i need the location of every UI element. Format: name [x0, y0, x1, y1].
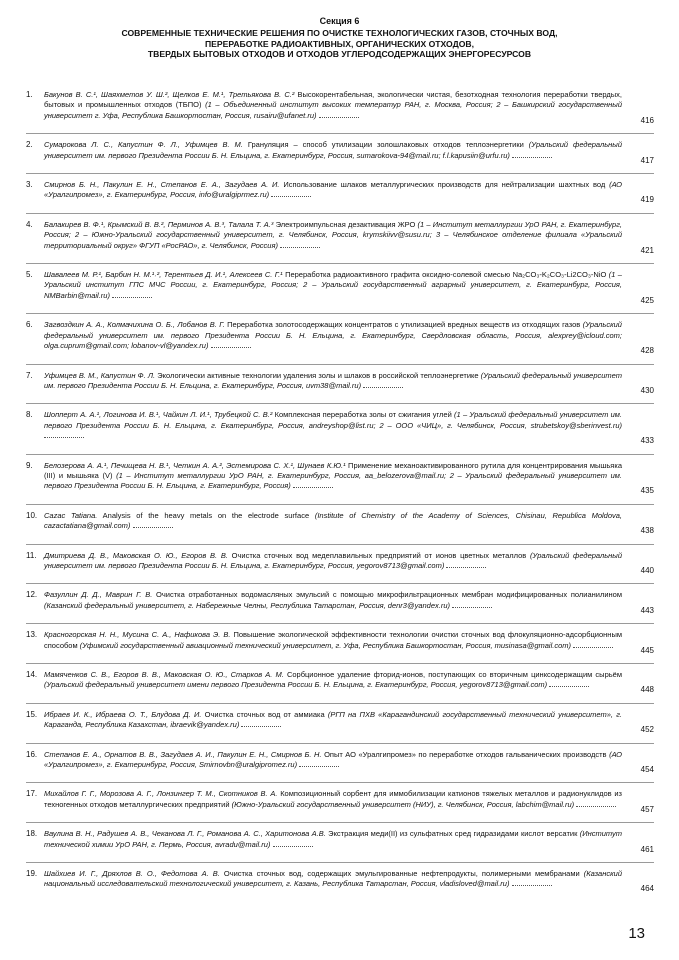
dot-leader	[241, 720, 281, 727]
entry-affiliation: (1 – Уральский институт ГПС МЧС России, г. Екатеринбург, Россия; 2 – Уральский государственный аграрный университет, г. Екатеринбург, Россия, NMBarbin@mail.ru)	[44, 270, 622, 300]
dot-leader	[112, 291, 152, 298]
toc-entry[interactable]	[26, 822, 654, 855]
entry-page-number: 417	[640, 155, 654, 165]
entry-number: 10.	[26, 510, 38, 520]
entry-title: Переработка золотосодержащих концентратов с утилизацией вредных веществ из отходящих газов	[227, 320, 581, 330]
entry-text	[44, 320, 654, 351]
entry-number: 13.	[26, 630, 38, 640]
dot-leader	[512, 151, 552, 158]
entry-number: 1.	[26, 90, 33, 99]
entry-authors: Смирнов Б. Н., Пакулин Е. Н., Степанов Е. А., Загудаев А. И.	[44, 180, 280, 190]
toc-entry[interactable]	[26, 403, 654, 446]
entry-title: Опыт АО «Уралгипромез» по переработке отходов гальванических производств	[324, 749, 607, 759]
entry-number: 4.	[26, 219, 33, 229]
entry-title: Экологически активные технологии удаления золы и шлаков в российской теплоэнергетике	[157, 370, 479, 380]
entry-page-number: 443	[640, 605, 654, 615]
entry-number: 14.	[26, 670, 38, 679]
dot-leader	[452, 601, 492, 608]
entry-text	[44, 511, 654, 532]
entry-page-number: 416	[640, 115, 654, 125]
entry-authors: Загвоздкин А. А., Колмачихина О. Б., Лобанов В. Г.	[44, 320, 225, 330]
entry-authors: Красногорская Н. Н., Мусина С. А., Нафикова Э. В.	[44, 630, 231, 640]
entry-text	[44, 670, 654, 691]
entry-affiliation: (1 – Объединенный институт высоких температур РАН, г. Москва, Россия; 2 – Башкирский государственный университет г. Уфа, Республика Башкортостан, Россия, rusairu@ufanet.ru)	[44, 100, 622, 120]
entry-number: 7.	[26, 370, 33, 380]
page-number: 13	[628, 925, 645, 942]
entry-text	[44, 90, 654, 121]
entry-number: 11.	[26, 550, 37, 560]
section-title-line: ПЕРЕРАБОТКЕ РАДИОАКТИВНЫХ, ОРГАНИЧЕСКИХ ОТХОДОВ,	[205, 38, 474, 49]
dot-leader	[576, 800, 616, 807]
entry-text	[44, 710, 654, 731]
entry-authors: Шайхиев И. Г., Дряхлов В. О., Федотова А. В.	[44, 869, 220, 879]
dot-leader	[273, 840, 313, 847]
entry-title: Грануляция – способ утилизации золошлаковых отходов теплоэнергетики	[247, 140, 524, 150]
toc-entry[interactable]	[26, 504, 654, 537]
entry-page-number: 448	[640, 685, 654, 695]
entry-authors: Михайлов Г. Г., Морозова А. Г., Лонзингер Т. М., Скотников В. А.	[44, 789, 278, 799]
dot-leader	[549, 680, 589, 687]
toc-entry[interactable]	[26, 743, 654, 776]
entry-number: 3.	[26, 180, 33, 190]
entry-number: 18.	[26, 829, 38, 839]
entry-affiliation: (1 – Институт металлургии УрО РАН, г. Екатеринбург, Россия; 2 – Южно-Уральский государственный университет, г. Челябинск, Россия, krymskiivv@susu.ru; 3 – Челябинское отделение филиала «Уральский территориальный округ» ФГУП «РосРАО», г. Челябинск, Россия)	[44, 219, 622, 250]
entry-number: 9.	[26, 460, 33, 470]
section-title-line: ТВЕРДЫХ БЫТОВЫХ ОТХОДОВ И ОТХОДОВ УГЛЕРОДСОДЕРЖАЩИХ ЭНЕРГОРЕСУРСОВ	[147, 49, 532, 59]
entry-page-number: 452	[640, 725, 654, 735]
entry-number: 6.	[26, 320, 33, 330]
entry-text	[44, 461, 654, 492]
dot-leader	[293, 481, 333, 488]
entry-page-number: 440	[640, 565, 654, 575]
entry-title: Сорбционное удаление фторид-ионов, поступающих со вторичным цинксодержащим сырьём	[286, 670, 622, 679]
toc-entry[interactable]	[26, 133, 654, 166]
entry-text	[44, 829, 654, 850]
dot-leader	[271, 190, 311, 197]
entry-affiliation: (АО «Уралгипромез», г. Екатеринбург, Россия, info@uralgiprmez.ru)	[44, 180, 622, 200]
dot-leader	[133, 521, 173, 528]
toc-entry[interactable]	[26, 313, 654, 356]
toc-entry[interactable]	[26, 454, 654, 497]
table-of-contents	[26, 90, 654, 902]
entry-authors: Мамяченков С. В., Егоров В. В., Маковская О. Ю., Старков А. М.	[44, 670, 284, 679]
entry-page-number: 461	[640, 844, 654, 854]
entry-text	[44, 551, 654, 572]
toc-entry[interactable]	[26, 544, 654, 577]
toc-entry[interactable]	[26, 623, 654, 656]
toc-entry[interactable]	[26, 364, 654, 397]
entry-title: Очистка сточных вод медеплавильных предприятий от ионов цветных металлов	[231, 550, 527, 560]
dot-leader	[363, 381, 403, 388]
entry-page-number: 445	[640, 645, 654, 655]
entry-title: Комплексная переработка золы от сжигания углей	[274, 410, 452, 420]
entry-page-number: 421	[640, 245, 654, 255]
toc-entry[interactable]	[26, 263, 654, 306]
toc-entry[interactable]	[26, 90, 654, 126]
entry-authors: Степанов Е. А., Орнатов В. В., Загудаев А. И., Пакулин Е. Н., Смирнов Б. Н.	[44, 749, 322, 759]
dot-leader	[44, 431, 84, 438]
entry-text	[44, 180, 654, 201]
toc-entry[interactable]	[26, 703, 654, 736]
entry-text	[44, 220, 654, 251]
entry-authors: Белозерова А. А.¹, Печищева Н. В.¹, Четкин А. А.², Эстемирова С. Х.¹, Шунаев К.Ю.¹	[44, 460, 346, 470]
entry-text	[44, 270, 654, 301]
entry-page-number: 438	[640, 526, 654, 536]
entry-title: Очистка отработанных водомасляных эмульсий с помощью микрофильтрационных мембран модифицированных полианилином	[156, 590, 623, 600]
toc-entry[interactable]	[26, 663, 654, 696]
entry-text	[44, 630, 654, 651]
entry-authors: Сумарокова Л. С., Капустин Ф. Л., Уфимцев В. М.	[44, 140, 243, 150]
entry-affiliation: (Институт технической химии УрО РАН, г. Пермь, Россия, avradu@mail.ru)	[44, 829, 622, 849]
entry-page-number: 428	[640, 346, 654, 356]
entry-affiliation: (Institute of Chemistry of the Academy of Sciences, Chisinau, Republica Moldova, cazactatiana@gmail.com)	[44, 510, 622, 531]
entry-text	[44, 140, 654, 161]
entry-affiliation: (Уральский федеральный университет им. первого Президента России Б. Н. Ельцина, г. Екатеринбург, Россия, yegorov8713@gmail.com)	[44, 550, 622, 570]
section-label: Секция 6	[319, 16, 360, 26]
entry-page-number: 433	[640, 436, 654, 446]
dot-leader	[211, 341, 251, 348]
entry-text	[44, 750, 654, 771]
section-title	[20, 28, 659, 60]
entry-affiliation: (Уральский федеральный университет им. первого Президента России Б. Н. Ельцина, г. Екатеринбург, Россия, sumarokova-94@mail.ru; f.l.kapusiin@urfu.ru)	[44, 140, 622, 160]
dot-leader	[512, 879, 552, 886]
entry-page-number: 430	[640, 385, 654, 395]
entry-authors: Фазуллин Д. Д., Маврин Г. В.	[44, 590, 153, 600]
entry-authors: Дмитриева Д. В., Маковская О. Ю., Егоров В. В.	[44, 550, 228, 560]
entry-affiliation: (Уральский федеральный университет имени первого Президента России Б. Н. Ельцина, г. Екатеринбург, Россия, yegorov8713@gmail.com)	[44, 680, 548, 690]
entry-affiliation: (АО «Уралгипромез», г. Екатеринбург, Россия, Smirnovbn@uralgipromez.ru)	[44, 749, 622, 770]
entry-title: Электроимпульсная дезактивация ЖРО	[275, 219, 416, 229]
entry-number: 12.	[26, 590, 38, 600]
dot-leader	[299, 760, 339, 767]
entry-page-number: 457	[640, 804, 654, 814]
entry-affiliation: (Казанский национальный исследовательский технологический университет, г. Казань, Республика Татарстан, Россия, vladisloved@mail.ru)	[44, 869, 622, 889]
entry-authors: Шопперт А. А.¹, Логинова И. В.¹, Чайкин Л. И.¹, Трубецкой С. В.²	[44, 410, 273, 420]
entry-title: Очистка сточных вод, содержащих эмульгированные нефтепродукты, полимерными мембранами	[223, 869, 580, 879]
entry-affiliation: (1 – Уральский федеральный университет им. первого Президента России Б. Н. Ельцина, г. Екатеринбург, Россия, andreyshop@list.ru; 2 – ООО «ЧИЦ», г. Челябинск, Россия, strubetskoy@sberinvest.ru)	[44, 410, 622, 430]
entry-number: 17.	[26, 789, 38, 799]
entry-number: 2.	[26, 140, 33, 150]
entry-affiliation: (1 – Институт металлургии УрО РАН, г. Екатеринбург, Россия, aa_belozerova@mail.ru; 2 – Уральский федеральный университет им. первого Президента России Б. Н. Ельцина, г. Екатеринбург, Россия)	[44, 470, 622, 491]
entry-authors: Уфимцев В. М., Капустин Ф. Л.	[44, 370, 156, 380]
entry-text	[44, 869, 654, 890]
entry-title: Повышение экологической эффективности технологии очистки сточных вод флокуляционно-адсорбционным способом	[44, 630, 622, 650]
entry-affiliation: (Уральский федеральный университет им. первого Президента России Б. Н. Ельцина, г. Екатеринбург, Россия, uvm38@mail.ru)	[44, 370, 622, 390]
dot-leader	[446, 561, 486, 568]
entry-text	[44, 410, 654, 441]
entry-authors: Cazac Tatiana.	[44, 510, 98, 520]
entry-authors: Ибраев И. К., Ибраева О. Т., Блудова Д. И.	[44, 709, 202, 719]
entry-title: Применение механоактивированного рутила для концентрирования мышьяка (III) и мышьяка (V)	[44, 460, 622, 480]
toc-entry[interactable]	[26, 862, 654, 895]
entry-number: 16.	[26, 749, 38, 759]
entry-number: 15.	[26, 709, 38, 719]
toc-entry[interactable]	[26, 583, 654, 616]
entry-number: 5.	[26, 270, 33, 280]
entry-text	[44, 590, 654, 611]
entry-title: Композиционный сорбент для иммобилизации катионов тяжелых металлов и радионуклидов из техногенных отходов металлургических предприятий	[44, 789, 622, 809]
entry-affiliation: (Казанский федеральный университет, г. Набережные Челны, Республика Татарстан, Россия, denr3@yandex.ru)	[44, 600, 451, 610]
entry-page-number: 464	[640, 884, 654, 894]
entry-affiliation: (РГП на ПХВ «Карагандинский государственный технический университет», г. Караганда, Республика Казахстан, ibraevik@yandex.ru)	[44, 709, 622, 730]
entry-affiliation: (Уральский федеральный университет им. первого Президента России Б. Н. Ельцина, г. Екатеринбург, Свердловская область, Россия, alexprey@icloud.com; olga.cuprum@gmail.com; lobanov-vl@yandex.ru)	[44, 320, 622, 351]
entry-number: 8.	[26, 410, 33, 420]
entry-affiliation: (Уфимский государственный авиационный технический университет, г. Уфа, Республика Башкортостан, Россия, musinasa@gmail.com)	[79, 640, 572, 650]
entry-title: Экстракция меди(II) из сульфатных сред гидразидами кислот версатик	[328, 829, 578, 839]
toc-entry[interactable]	[26, 213, 654, 256]
dot-leader	[573, 641, 613, 648]
entry-text	[44, 371, 654, 392]
entry-title: Высокорентабельная, экологически чистая, безотходная технология переработки твердых, бытовых и промышленных отходов (ТБПО)	[44, 90, 622, 110]
entry-title: Использование шлаков металлургических производств для нейтрализации шахтных вод	[283, 180, 606, 190]
entry-affiliation: (Южно-Уральский государственный университет (НИУ), г. Челябинск, Россия, labchim@mail.ru)	[231, 799, 575, 809]
entry-text	[44, 789, 654, 810]
entry-authors: Балакирев В. Ф.¹, Крымский В. В.², Перминов А. В.³, Талала Т. А.³	[44, 219, 274, 229]
entry-title: Analysis of the heavy metals on the electrode surface	[102, 510, 310, 520]
toc-entry[interactable]	[26, 173, 654, 206]
section-header	[20, 16, 659, 60]
entry-authors: Бакунов В. С.¹, Шаяхметов У. Ш.², Щелков Е. М.¹, Третьякова В. С.²	[44, 90, 295, 99]
dot-leader	[280, 241, 320, 248]
toc-entry[interactable]	[26, 782, 654, 815]
entry-page-number: 425	[640, 295, 654, 305]
entry-page-number: 419	[640, 195, 654, 205]
entry-authors: Шавалеев М. Р.¹, Барбин Н. М.¹˒², Терентьев Д. И.¹, Алексеев С. Г.¹	[44, 270, 283, 280]
section-title-line: СОВРЕМЕННЫЕ ТЕХНИЧЕСКИЕ РЕШЕНИЯ ПО ОЧИСТКЕ ТЕХНОЛОГИЧЕСКИХ ГАЗОВ, СТОЧНЫХ ВОД,	[121, 28, 558, 38]
entry-page-number: 454	[640, 765, 654, 775]
entry-title: Переработка радиоактивного графита оксидно-солевой смесью Na₂CO₃-K₂CO₃-Li2CO₃-NiO	[285, 270, 607, 280]
entry-authors: Ваулина В. Н., Радушев А. В., Чеканова Л. Г., Романова А. С., Харитонова А.В.	[44, 829, 326, 839]
entry-number: 19.	[26, 869, 38, 879]
dot-leader	[319, 111, 359, 118]
entry-title: Очистка сточных вод от аммиака	[204, 709, 325, 719]
entry-page-number: 435	[640, 486, 654, 496]
